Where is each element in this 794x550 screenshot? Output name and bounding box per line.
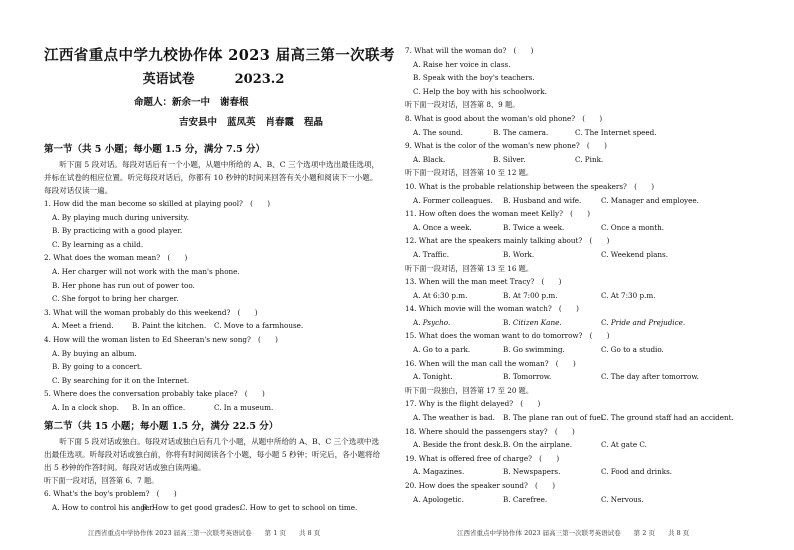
option: A. Raise her voice in class. — [413, 59, 511, 69]
option: A. Former colleagues. — [413, 195, 493, 205]
option: A. Apologetic. — [413, 494, 464, 504]
authors-line-2 — [179, 113, 383, 133]
options-row — [405, 411, 778, 425]
option: B. At 7:00 p.m. — [503, 290, 558, 300]
section-1-instructions: 听下面 5 段对话。每段对话后有一个小题，从题中所给的 A、B、C 三个选项中选出最佳选项，并标在试卷的相应位置。听完每段对话后，你都有 10 秒钟的时间来回答有关小题和阅读下一小题。每段对话仅读一遍。 — [44, 160, 380, 195]
option: C. The Internet speed. — [575, 127, 657, 137]
exam-subtitle — [44, 68, 383, 87]
option: B. Tomorrow. — [503, 372, 552, 382]
option: C. Manager and employee. — [601, 195, 699, 205]
options-row — [44, 501, 383, 515]
option: C. Once a month. — [601, 222, 665, 232]
option: A. Once a week. — [413, 222, 472, 232]
option: C. In a museum. — [214, 402, 274, 412]
option: B. Go swimming. — [503, 345, 565, 355]
option: B. Her phone has run out of power too. — [52, 280, 195, 290]
option: C. Food and drinks. — [601, 467, 673, 477]
question-1: 1. How did the man become so skilled at playing pool? ( ) — [44, 199, 271, 208]
option: A. Black. — [413, 154, 446, 164]
option: C. By searching for it on the Internet. — [52, 375, 190, 385]
option: A. By playing much during university. — [52, 212, 189, 222]
question-17: 17. Why is the flight delayed? ( ) — [405, 399, 541, 409]
listening-hint: 听下面一段对话，回答第 10 至 12 题。 — [405, 168, 534, 178]
option: C. Pink. — [575, 154, 604, 164]
question-8: 8. What is good about the woman's old phone? ( ) — [405, 113, 603, 123]
authors-line-1 — [134, 93, 383, 113]
option: A. The sound. — [413, 127, 463, 137]
question-9: 9. What is the color of the woman's new phone? ( ) — [405, 141, 607, 151]
author-school: 吉安县中 — [179, 117, 218, 128]
option: A. In a clock shop. — [52, 402, 119, 412]
author-name: 蓝凤英 — [227, 117, 256, 128]
option: B. Citizen Kane. — [503, 317, 562, 327]
option: C. Go to a studio. — [601, 345, 664, 355]
listening-hint: 听下面一段独白，回答第 17 至 20 题。 — [405, 385, 534, 395]
option: B. Speak with the boy's teachers. — [413, 73, 535, 83]
question-11: 11. How often does the woman meet Kelly? ( ) — [405, 209, 591, 219]
page-footer: 江西省重点中学协作体 2023 届高三第一次联考英语试卷 第 1 页 共 8 页 — [88, 529, 321, 537]
option: B. The camera. — [493, 127, 549, 137]
subject-label: 英语试卷 — [142, 72, 195, 87]
option: B. Carefree. — [503, 494, 548, 504]
options-row — [405, 370, 778, 384]
option: C. The day after tomorrow. — [601, 372, 699, 382]
option: B. How to get good grades. — [142, 502, 242, 512]
question-5: 5. Where does the conversation probably take place? ( ) — [44, 389, 265, 399]
option: C. Nervous. — [601, 494, 644, 504]
option: A. Beside the front desk. — [413, 440, 503, 450]
options-row — [405, 221, 778, 235]
question-12: 12. What are the speakers mainly talking about? ( ) — [405, 236, 610, 246]
option: A. By buying an album. — [52, 348, 137, 358]
options-row — [44, 319, 383, 333]
author-name: 谢春根 — [220, 97, 249, 108]
question-3: 3. What will the woman probably do this weekend? ( ) — [44, 307, 258, 317]
option: B. On the airplane. — [503, 440, 573, 450]
authors-block — [134, 93, 383, 133]
option: B. Newspapers. — [503, 467, 561, 477]
author-name: 程晶 — [304, 117, 324, 128]
exam-title: 江西省重点中学九校协作体 2023 届高三第一次联考 — [44, 47, 395, 64]
question-20: 20. How does the speaker sound? ( ) — [405, 481, 556, 490]
option: C. The ground staff had an accident. — [601, 413, 734, 423]
section-1-title: 第一节（共 5 小题；每小题 1.5 分，满分 7.5 分） — [44, 144, 266, 155]
options-row — [405, 316, 778, 330]
question-15: 15. What does the woman want to do tomorrow? ( ) — [405, 331, 610, 341]
author-label: 命题人：新余一中 — [134, 97, 211, 108]
movie-title: Pride and Prejudice. — [610, 317, 686, 327]
option: C. At gate C. — [601, 440, 647, 450]
option: C. Move to a farmhouse. — [214, 321, 304, 331]
exam-date: 2023.2 — [234, 72, 285, 87]
author-name: 肖春霞 — [265, 117, 295, 128]
question-2: 2. What does the woman mean? ( ) — [44, 253, 188, 263]
option: A. Psycho. — [413, 317, 451, 327]
question-19: 19. What is offered free of charge? ( ) — [405, 453, 560, 463]
movie-title: Psycho. — [422, 317, 451, 327]
option: A. How to control his anger. — [52, 502, 155, 512]
question-14: 14. Which movie will the woman watch? ( ) — [405, 304, 579, 314]
option: A. Her charger will not work with the man's phone. — [52, 266, 240, 276]
movie-title: Citizen Kane. — [512, 317, 562, 327]
option: A. The weather is bad. — [413, 413, 495, 423]
option: C. Pride and Prejudice. — [601, 317, 686, 327]
option: A. Tonight. — [413, 372, 453, 382]
option: B. Silver. — [493, 154, 526, 164]
option: B. Work. — [503, 249, 535, 259]
question-16: 16. When will the man call the woman? ( ) — [405, 358, 576, 368]
options-row — [405, 465, 778, 479]
question-18: 18. Where should the passengers stay? ( ) — [405, 426, 575, 436]
page-footer: 江西省重点中学协作体 2023 届高三第一次联考英语试卷 第 2 页 共 8 页 — [457, 529, 690, 537]
option: A. At 6:30 p.m. — [413, 290, 468, 300]
question-7: 7. What will the woman do? ( ) — [405, 46, 534, 55]
options-row — [405, 194, 778, 208]
option: C. By learning as a child. — [52, 239, 144, 249]
question-4: 4. How will the woman listen to Ed Sheeran's new song? ( ) — [44, 334, 278, 344]
question-block-1-5 — [44, 197, 383, 415]
question-13: 13. When will the man meet Tracy? ( ) — [405, 277, 562, 287]
options-row — [405, 438, 778, 452]
section-2-title: 第二节（共 15 小题；每小题 1.5 分，满分 22.5 分） — [44, 420, 279, 432]
option: C. Help the boy with his schoolwork. — [413, 86, 547, 96]
option: B. The plane ran out of fuel. — [503, 413, 606, 423]
option: C. How to get to school on time. — [240, 502, 358, 512]
options-row — [405, 248, 778, 262]
option: C. At 7:30 p.m. — [601, 290, 656, 300]
option: B. Paint the kitchen. — [132, 321, 207, 331]
option: B. Husband and wife. — [503, 195, 582, 205]
option: B. By practicing with a good player. — [52, 226, 183, 236]
option: A. Go to a park. — [413, 345, 471, 355]
option: C. Weekend plans. — [601, 249, 669, 259]
option: B. In an office. — [132, 402, 186, 412]
options-row — [405, 153, 778, 167]
options-row — [405, 126, 778, 140]
option: B. By going to a concert. — [52, 362, 143, 372]
option: A. Traffic. — [413, 249, 449, 259]
options-row — [44, 401, 383, 415]
option: A. Magazines. — [413, 467, 465, 477]
listening-hint: 听下面一段对话，回答第 6、7 题。 — [44, 475, 159, 485]
section-2-instructions: 听下面 5 段对话或独白。每段对话或独白后有几个小题，从题中所给的 A、B、C 三个选项中选出最佳选项。听每段对话或独白前，你将有时间阅读各个小题，每小题 5 秒钟；听完后，各小题将给出 5 秒钟的作答时间。每段对话或独白读两遍。 — [44, 436, 381, 472]
option: B. Twice a week. — [503, 222, 565, 232]
page-right — [397, 0, 794, 550]
listening-hint: 听下面一段对话，回答第 13 至 16 题。 — [405, 263, 534, 273]
options-row — [405, 343, 778, 357]
listening-hint: 听下面一段对话，回答第 8、9 题。 — [405, 100, 520, 110]
option: C. She forgot to bring her charger. — [52, 294, 179, 304]
question-6: 6. What's the boy's problem? ( ) — [44, 489, 177, 499]
options-row — [405, 289, 778, 303]
question-10: 10. What is the probable relationship between the speakers? ( ) — [405, 181, 655, 191]
option: A. Meet a friend. — [52, 321, 114, 331]
options-row — [405, 493, 778, 507]
